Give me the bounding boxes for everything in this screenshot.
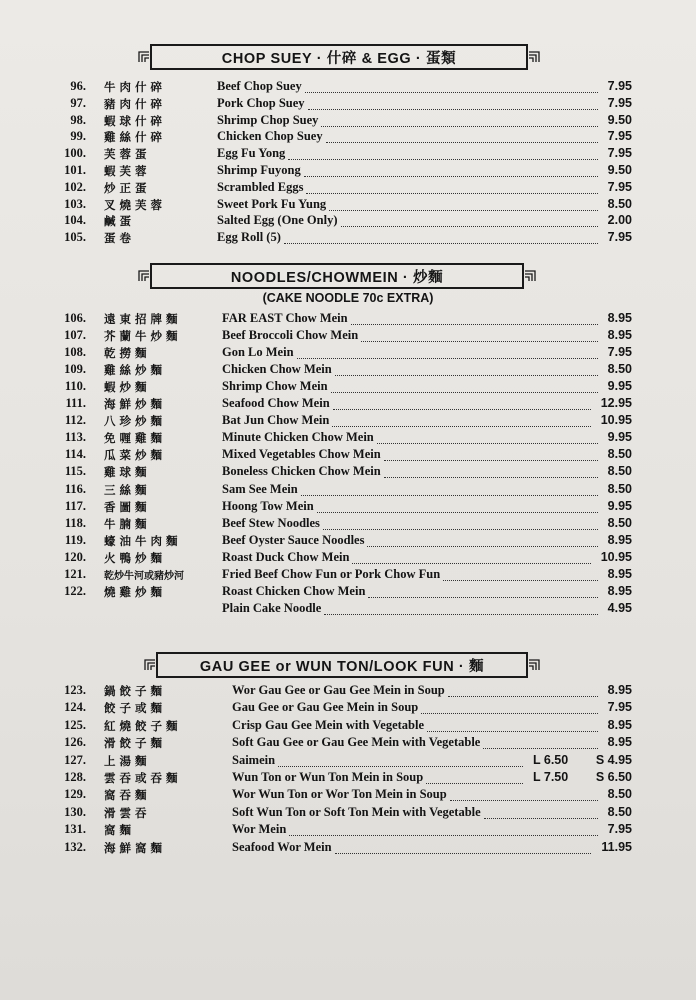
- item-price: 9.95: [607, 498, 632, 513]
- item-number: 121.: [64, 566, 86, 581]
- item-name: Gon Lo Mein: [222, 345, 294, 360]
- item-number: 101.: [64, 163, 86, 177]
- menu-item: [0, 79, 696, 96]
- item-price: 10.95: [600, 549, 632, 564]
- ornament-corner-icon: [528, 659, 540, 671]
- menu-item: [0, 328, 696, 345]
- menu-item: [0, 230, 696, 247]
- item-chinese-name: 炒正蛋: [104, 180, 151, 195]
- leader-dots: [284, 242, 598, 244]
- item-number: 123.: [64, 683, 86, 697]
- item-name: Crisp Gau Gee Mein with Vegetable: [232, 717, 425, 732]
- menu-item: [0, 447, 696, 464]
- item-price: 12.95: [600, 396, 632, 411]
- item-name: Beef Oyster Sauce Noodles: [222, 532, 365, 547]
- item-price: 8.95: [607, 583, 632, 598]
- item-large-price: L 7.50: [533, 770, 569, 784]
- menu-item: [0, 499, 696, 516]
- menu-item: [0, 146, 696, 163]
- menu-item: [0, 753, 696, 770]
- item-chinese-name: 紅燒餃子麵: [104, 718, 182, 733]
- item-price: 7.95: [607, 345, 632, 360]
- item-name: Roast Chicken Chow Mein: [222, 583, 366, 598]
- menu-item: [0, 822, 696, 839]
- item-number: 112.: [64, 413, 86, 428]
- menu-item: [0, 840, 696, 857]
- leader-dots: [332, 425, 591, 427]
- item-number: 102.: [64, 179, 86, 194]
- leader-dots: [304, 175, 598, 177]
- item-name: Salted Egg (One Only): [217, 213, 338, 228]
- item-price: 8.95: [607, 328, 632, 343]
- menu-item: [0, 113, 696, 130]
- menu-item: [0, 787, 696, 804]
- item-name: Scrambled Eggs: [217, 179, 304, 194]
- item-name: Plain Cake Noodle: [222, 600, 322, 615]
- item-name: Egg Fu Yong: [217, 146, 286, 161]
- leader-dots: [323, 528, 598, 530]
- item-name: Soft Gau Gee or Gau Gee Mein with Vegetable: [232, 735, 481, 750]
- item-number: 106.: [64, 311, 86, 325]
- section-title: NOODLES/CHOWMEIN · 炒麵: [230, 269, 444, 286]
- item-price: 9.95: [607, 430, 632, 445]
- item-name: Roast Duck Chow Mein: [222, 549, 350, 564]
- item-chinese-name: 鍋餃子麵: [104, 684, 166, 698]
- item-number: 109.: [64, 362, 86, 377]
- item-name: Beef Stew Noodles: [222, 515, 320, 530]
- item-number: 113.: [64, 430, 86, 445]
- item-name: Beef Chop Suey: [217, 79, 302, 93]
- menu-item: [0, 180, 696, 197]
- menu-item: [0, 345, 696, 362]
- item-name: Shrimp Chop Suey: [217, 112, 319, 127]
- item-name: Shrimp Fuyong: [217, 163, 301, 177]
- item-price: 7.95: [607, 95, 632, 110]
- item-name: Sweet Pork Fu Yung: [217, 196, 327, 211]
- leader-dots: [427, 730, 598, 732]
- item-price: 9.50: [607, 163, 632, 177]
- item-number: 127.: [64, 752, 86, 767]
- item-price: 2.00: [607, 213, 632, 228]
- leader-dots: [289, 834, 598, 836]
- item-chinese-name: 香圖麵: [104, 499, 151, 514]
- item-price: 10.95: [600, 413, 632, 428]
- leader-dots: [317, 511, 598, 513]
- leader-dots: [351, 323, 598, 325]
- item-price: 8.50: [607, 481, 632, 496]
- item-chinese-name: 雞絲什碎: [104, 130, 166, 145]
- item-name: Hoong Tow Mein: [222, 498, 314, 513]
- leader-dots: [333, 408, 591, 410]
- leader-dots: [301, 494, 598, 496]
- item-number: 105.: [64, 230, 86, 245]
- item-chinese-name: 海鮮窩麵: [104, 840, 166, 855]
- item-price: 8.95: [607, 532, 632, 547]
- item-name: Wun Ton or Wun Ton Mein in Soup: [232, 770, 424, 784]
- item-number: 128.: [64, 770, 86, 784]
- item-chinese-name: 餃子或麵: [104, 701, 166, 716]
- leader-dots: [288, 158, 598, 160]
- item-price: 8.50: [607, 515, 632, 530]
- ornament-corner-icon: [138, 51, 150, 63]
- section-title: GAU GEE or WUN TON/LOOK FUN · 麵: [199, 658, 485, 675]
- ornament-corner-icon: [144, 659, 156, 671]
- item-number: 99.: [70, 129, 86, 144]
- item-number: 103.: [64, 196, 86, 211]
- item-price: 8.50: [607, 464, 632, 479]
- item-name: Fried Beef Chow Fun or Pork Chow Fun: [222, 566, 441, 581]
- item-name: Shrimp Chow Mein: [222, 379, 328, 394]
- item-chinese-name: 窩吞麵: [104, 788, 151, 803]
- item-chinese-name: 蝦炒麵: [104, 380, 151, 395]
- item-chinese-name: 滑餃子麵: [104, 736, 166, 751]
- leader-dots: [329, 209, 598, 211]
- leader-dots: [297, 357, 598, 359]
- item-name: Seafood Chow Mein: [222, 396, 330, 411]
- item-number: 114.: [64, 447, 86, 462]
- item-chinese-name: 豬肉什碎: [104, 96, 166, 111]
- menu-item: [0, 213, 696, 230]
- item-chinese-name: 雲吞或吞麵: [104, 771, 182, 785]
- item-number: 131.: [64, 822, 86, 837]
- item-price: 7.95: [607, 146, 632, 161]
- leader-dots: [421, 712, 598, 714]
- section-header: [156, 652, 528, 678]
- menu-item: [0, 550, 696, 567]
- leader-dots: [335, 374, 598, 376]
- leader-dots: [335, 852, 591, 854]
- item-price: 7.95: [607, 230, 632, 245]
- leader-dots: [361, 340, 598, 342]
- leader-dots: [426, 782, 523, 784]
- item-chinese-name: 燒雞炒麵: [104, 584, 166, 599]
- item-name: Bat Jun Chow Mein: [222, 413, 330, 428]
- menu-item: [0, 735, 696, 752]
- leader-dots: [352, 562, 591, 564]
- item-chinese-name: 雞絲炒麵: [104, 363, 166, 378]
- menu-item: [0, 718, 696, 735]
- leader-dots: [278, 765, 523, 767]
- item-chinese-name: 滑雲吞: [104, 805, 151, 820]
- item-number: 125.: [64, 717, 86, 732]
- menu-item: [0, 129, 696, 146]
- item-price: 7.95: [607, 822, 632, 837]
- item-name: Wor Gau Gee or Gau Gee Mein in Soup: [232, 683, 445, 697]
- item-number: 97.: [70, 95, 86, 110]
- ornament-corner-icon: [524, 270, 536, 282]
- item-number: 122.: [64, 583, 86, 598]
- section-header: [150, 44, 528, 70]
- item-chinese-name: 蠔油牛肉麵: [104, 533, 182, 548]
- menu-item: [0, 413, 696, 430]
- item-number: 116.: [64, 481, 86, 496]
- item-name: Seafood Wor Mein: [232, 839, 332, 854]
- leader-dots: [367, 545, 598, 547]
- item-name: Soft Wun Ton or Soft Ton Mein with Vegetable: [232, 804, 481, 819]
- menu-item: [0, 770, 696, 787]
- item-price: 8.50: [607, 804, 632, 819]
- menu-item: [0, 567, 696, 584]
- item-number: 119.: [64, 532, 86, 547]
- menu-item: [0, 464, 696, 481]
- item-price: 8.50: [607, 787, 632, 802]
- item-price: 8.50: [607, 362, 632, 377]
- item-price: 8.50: [607, 196, 632, 211]
- item-number: 120.: [64, 549, 86, 564]
- leader-dots: [484, 817, 598, 819]
- item-number: 108.: [64, 345, 86, 360]
- leader-dots: [450, 799, 598, 801]
- item-number: 130.: [64, 804, 86, 819]
- item-number: 111.: [65, 396, 86, 411]
- menu-item: [0, 163, 696, 180]
- menu-item: [0, 197, 696, 214]
- item-chinese-name: 鹹蛋: [104, 214, 135, 229]
- menu-item: [0, 482, 696, 499]
- item-price: 8.95: [607, 735, 632, 750]
- item-chinese-name: 火鴨炒麵: [104, 550, 166, 565]
- item-price: 9.95: [607, 379, 632, 394]
- item-name: Chicken Chop Suey: [217, 129, 323, 144]
- item-number: 132.: [64, 839, 86, 854]
- item-chinese-name: 三絲麵: [104, 482, 151, 497]
- menu-item: [0, 379, 696, 396]
- ornament-corner-icon: [138, 270, 150, 282]
- item-chinese-name: 蛋卷: [104, 231, 135, 246]
- section-subnote: (CAKE NOODLE 70c EXTRA): [262, 291, 434, 305]
- leader-dots: [443, 579, 598, 581]
- leader-dots: [308, 108, 598, 110]
- item-number: 124.: [64, 700, 86, 715]
- leader-dots: [341, 225, 598, 227]
- section-title: CHOP SUEY · 什碎 & EGG · 蛋類: [221, 50, 457, 67]
- item-name: Sam See Mein: [222, 481, 298, 496]
- item-chinese-name: 雞球麵: [104, 465, 151, 480]
- item-price: 9.50: [607, 112, 632, 127]
- item-number: 117.: [64, 498, 86, 513]
- item-price: 8.95: [607, 683, 632, 697]
- item-price: S 6.50: [595, 770, 632, 784]
- leader-dots: [321, 125, 598, 127]
- item-name: Saimein: [232, 752, 276, 767]
- leader-dots: [368, 596, 598, 598]
- item-price: 8.95: [607, 311, 632, 325]
- item-chinese-name: 瓜菜炒麵: [104, 448, 166, 463]
- item-chinese-name: 遠東招牌麵: [104, 312, 182, 326]
- menu-item: [0, 96, 696, 113]
- item-chinese-name: 乾撈麵: [104, 346, 151, 361]
- leader-dots: [384, 476, 598, 478]
- item-number: 100.: [64, 146, 86, 161]
- item-name: Gau Gee or Gau Gee Mein in Soup: [232, 700, 419, 715]
- leader-dots: [483, 747, 598, 749]
- item-price: 7.95: [607, 79, 632, 93]
- item-name: Beef Broccoli Chow Mein: [222, 328, 359, 343]
- menu-item: [0, 533, 696, 550]
- menu-item: [0, 601, 696, 618]
- item-chinese-name: 芥蘭牛炒麵: [104, 329, 182, 344]
- leader-dots: [324, 613, 598, 615]
- item-price: 7.95: [607, 129, 632, 144]
- menu-item: [0, 311, 696, 328]
- menu-item: [0, 700, 696, 717]
- item-chinese-name: 乾炒牛河或豬炒河: [104, 570, 184, 582]
- item-chinese-name: 窩麵: [104, 823, 135, 838]
- item-number: 98.: [70, 112, 86, 127]
- item-number: 118.: [64, 515, 86, 530]
- item-number: 107.: [64, 328, 86, 343]
- item-price: 4.95: [607, 600, 632, 615]
- item-number: 104.: [64, 213, 86, 228]
- item-chinese-name: 八珍炒麵: [104, 414, 166, 429]
- item-chinese-name: 牛腩麵: [104, 516, 151, 531]
- leader-dots: [326, 141, 598, 143]
- item-number: 110.: [64, 379, 86, 394]
- menu-item: [0, 584, 696, 601]
- item-price: 8.95: [607, 717, 632, 732]
- item-price: 8.95: [607, 566, 632, 581]
- item-chinese-name: 蝦芙蓉: [104, 164, 151, 178]
- item-number: 129.: [64, 787, 86, 802]
- item-chinese-name: 蝦球什碎: [104, 113, 166, 128]
- menu-item: [0, 396, 696, 413]
- leader-dots: [305, 91, 598, 93]
- item-name: Pork Chop Suey: [217, 95, 305, 110]
- item-number: 96.: [70, 79, 86, 93]
- ornament-corner-icon: [528, 51, 540, 63]
- item-name: Wor Mein: [232, 822, 287, 837]
- item-name: Mixed Vegetables Chow Mein: [222, 447, 381, 462]
- item-chinese-name: 上湯麵: [104, 753, 151, 768]
- item-chinese-name: 免喱雞麵: [104, 431, 166, 446]
- item-number: 115.: [64, 464, 86, 479]
- menu-item: [0, 805, 696, 822]
- item-price: 7.95: [607, 700, 632, 715]
- item-price: S 4.95: [595, 752, 632, 767]
- item-name: Boneless Chicken Chow Mein: [222, 464, 381, 479]
- leader-dots: [306, 192, 598, 194]
- menu-item: [0, 683, 696, 700]
- item-large-price: L 6.50: [533, 752, 569, 767]
- item-chinese-name: 牛肉什碎: [104, 80, 166, 94]
- item-price: 11.95: [601, 839, 632, 854]
- leader-dots: [448, 695, 598, 697]
- item-chinese-name: 海鮮炒麵: [104, 397, 166, 412]
- item-price: 7.95: [607, 179, 632, 194]
- section-header: [150, 263, 524, 289]
- item-name: Minute Chicken Chow Mein: [222, 430, 374, 445]
- item-name: FAR EAST Chow Mein: [222, 311, 348, 325]
- menu-item: [0, 516, 696, 533]
- item-chinese-name: 芙蓉蛋: [104, 147, 151, 162]
- leader-dots: [331, 391, 598, 393]
- item-name: Wor Wun Ton or Wor Ton Mein in Soup: [232, 787, 447, 802]
- item-price: 8.50: [607, 447, 632, 462]
- leader-dots: [377, 442, 598, 444]
- item-number: 126.: [64, 735, 86, 750]
- leader-dots: [384, 459, 598, 461]
- item-name: Chicken Chow Mein: [222, 362, 332, 377]
- item-chinese-name: 叉燒芙蓉: [104, 197, 166, 212]
- item-name: Egg Roll (5): [217, 230, 281, 245]
- menu-item: [0, 430, 696, 447]
- menu-item: [0, 362, 696, 379]
